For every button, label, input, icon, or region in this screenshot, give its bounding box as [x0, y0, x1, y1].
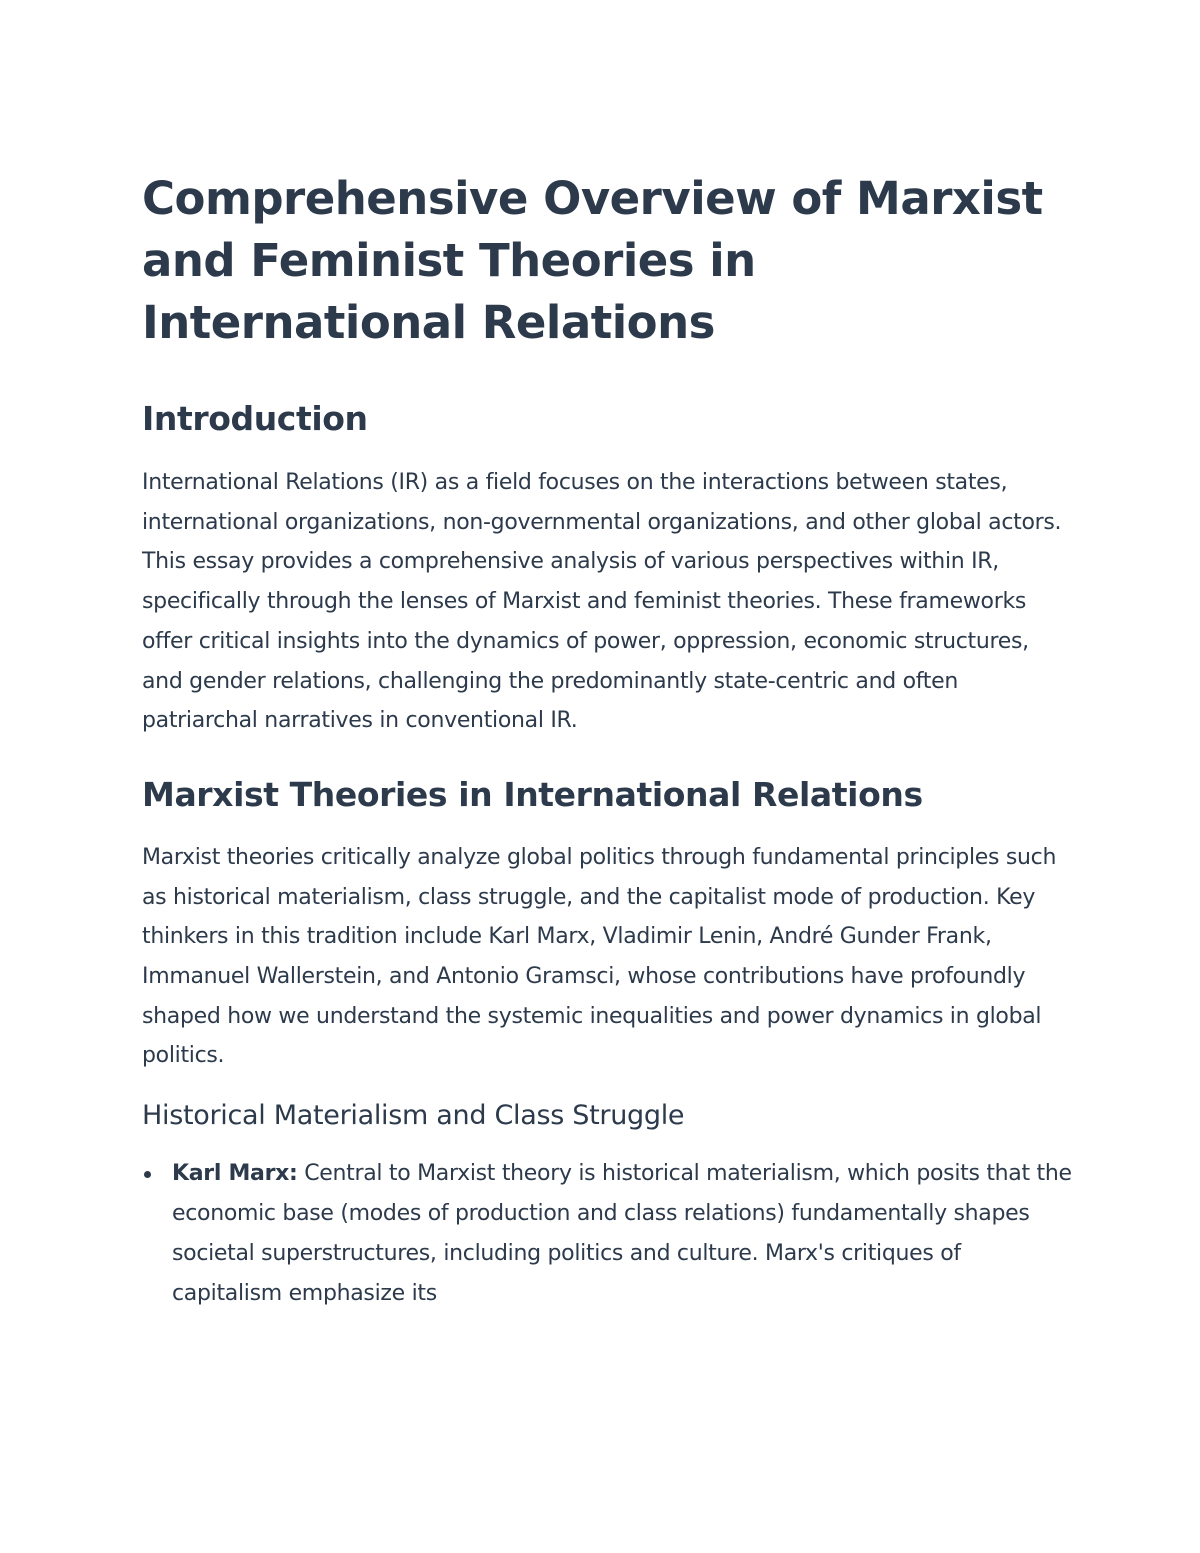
historical-materialism-heading: Historical Materialism and Class Struggle: [142, 1100, 685, 1132]
bullet-text: Central to Marxist theory is historical materialism, which posits that the economic base (modes of production and class relations) fundamentally shapes societal superstructures, including politics and culture. Marx's critiques of capitalism emphasize its: [172, 1161, 1072, 1307]
bullet-name: Karl Marx:: [172, 1161, 298, 1187]
marxist-paragraph: Marxist theories critically analyze global politics through fundamental principles such as historical materialism, class struggle, and the capitalist mode of production. Key thinkers in this tradition include Karl Marx, Vladimir Lenin, André Gunder Frank, Immanuel Wallerstein, and Antonio Gramsci, whose contributions have profoundly shaped how we understand the systemic inequalities and power dynamics in global politics.: [142, 844, 1057, 1069]
introduction-heading: Introduction: [142, 399, 368, 438]
bullet-list: [142, 1154, 1072, 1314]
document-title: Comprehensive Overview of Marxist and Feminist Theories in International Relations: [142, 172, 1043, 349]
marxist-heading: Marxist Theories in International Relations: [142, 774, 923, 814]
document-page: [142, 168, 1072, 1314]
bullet-icon: [144, 1171, 151, 1178]
introduction-paragraph: International Relations (IR) as a field focuses on the interactions between states, international organizations, non-governmental organizations, and other global actors. This essay provides a comprehensive analysis of various perspectives within IR, specifically through the lenses of Marxist and feminist theories. These frameworks offer critical insights into the dynamics of power, oppression, economic structures, and gender relations, challenging the predominantly state-centric and often patriarchal narratives in conventional IR.: [142, 470, 1062, 734]
list-item: [142, 1154, 1072, 1314]
